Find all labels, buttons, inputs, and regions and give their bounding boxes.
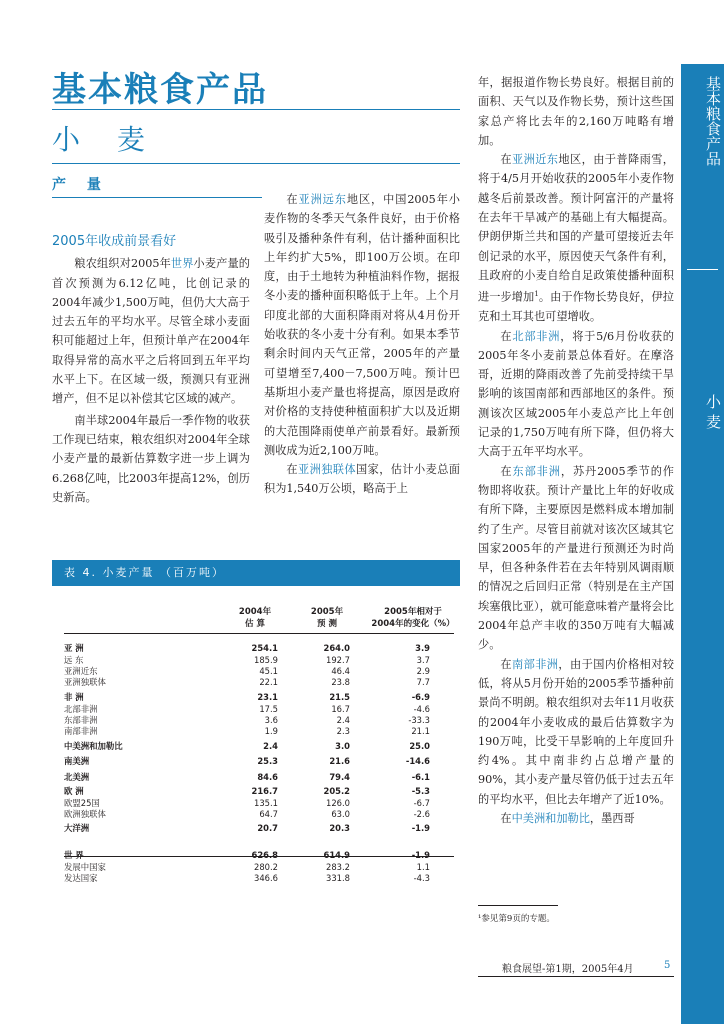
row-label: 欧洲独联体	[64, 809, 106, 819]
subtitle-divider	[52, 163, 460, 164]
paragraph: 粮农组织对2005年世界小麦产量的首次预测为6.12亿吨，比创记录的2004年减少1,500万吨，但仍大大高于过去五年的平均水平。尽管全球小麦面积可能超过上年，但预计单产在2004年取得异常的高水平之后将回到五年平均水平上下。在区域一级，预测只有亚洲增产，但不足以补偿其它区域的减产。	[52, 257, 250, 406]
cell-value: 7.7	[416, 677, 430, 687]
cell-value: 46.4	[331, 666, 350, 676]
row-label: 大洋洲	[64, 823, 90, 833]
cell-value: 3.9	[415, 643, 430, 653]
cell-value: 205.2	[323, 786, 350, 796]
row-label: 非 洲	[64, 692, 84, 702]
column-header-2004: 2004年 估 算	[238, 607, 272, 629]
table-row	[64, 823, 454, 834]
table-row	[64, 666, 454, 677]
cell-value: 283.2	[326, 862, 350, 872]
region-link-far-east: 亚洲远东	[298, 193, 347, 206]
cell-value: 192.7	[326, 655, 350, 665]
column-1	[52, 232, 250, 507]
cell-value: 280.2	[254, 862, 278, 872]
cell-value: 23.1	[257, 692, 278, 702]
page-number: 5	[664, 960, 671, 971]
cell-value: -4.3	[413, 873, 430, 883]
table-row	[64, 726, 454, 737]
table-row	[64, 873, 454, 884]
cell-value: 126.0	[326, 798, 350, 808]
cell-value: 20.7	[257, 823, 278, 833]
page-footer: 粮食展望-第1期，2005年4月	[502, 964, 634, 975]
row-label: 远 东	[64, 655, 84, 665]
region-link-north-africa: 北部非洲	[512, 329, 561, 343]
cell-value: 25.3	[257, 756, 278, 766]
cell-value: 20.3	[329, 823, 350, 833]
cell-value: 3.6	[264, 715, 278, 725]
table-row	[64, 692, 454, 703]
table-caption: 表 4. 小麦产量 （百万吨）	[52, 560, 460, 586]
table-row	[64, 655, 454, 666]
sidebar-divider	[687, 269, 718, 270]
cell-value: 45.1	[259, 666, 278, 676]
cell-value: 23.8	[331, 677, 350, 687]
title-divider	[52, 109, 460, 110]
paragraph: 南半球2004年最后一季作物的收获工作现已结束，粮农组织对2004年全球小麦产量的最新估算数字进一步上调为6.268亿吨，比2003年提高12%，创历史新高。	[52, 413, 250, 504]
row-label: 亚 洲	[64, 643, 84, 653]
row-label: 发展中国家	[64, 862, 106, 872]
cell-value: 2.9	[416, 666, 430, 676]
table-row	[64, 741, 454, 752]
row-label: 中美洲和加勒比	[64, 741, 123, 751]
paragraph: 在北部非洲，将于5/6月份收获的2005年冬小麦前景总体看好。在摩洛哥，近期的降雨改善了先前受持续干旱影响的该国南部和西部地区的条件。预测该次区域2005年小麦总产比上年创记录的1,750万吨有所下降，但仍将大大高于五年平均水平。	[478, 329, 674, 459]
column-header-change: 2005年相对于 2004年的变化（%）	[371, 607, 455, 629]
cell-value: -2.6	[413, 809, 430, 819]
row-label: 亚洲近东	[64, 666, 98, 676]
region-link-central-america: 中美洲和加勒比	[511, 812, 590, 826]
page-title: 基本粮食产品	[52, 70, 268, 110]
cell-value: 63.0	[331, 809, 350, 819]
column-header-2005: 2005年 预 测	[310, 607, 344, 629]
cell-value: 25.0	[409, 741, 430, 751]
sidebar-tab	[681, 64, 724, 1024]
table-row	[64, 643, 454, 654]
cell-value: 3.0	[335, 741, 350, 751]
cell-value: 21.5	[329, 692, 350, 702]
cell-value: 1.1	[416, 862, 430, 872]
paragraph: 在南部非洲，由于国内价格相对较低，将从5月份开始的2005季节播种前景尚不明朗。粮农组织对去年11月收获的2004年小麦收成的最后估算数字为190万吨，比受干旱影响的上年度回升约4%。其中南非约占总增产量的90%，其小麦产量尽管仍低于过去五年的平均水平，但比去年增产了近10%。	[478, 657, 674, 806]
sidebar-label-top: 基本粮食产品	[704, 76, 722, 166]
table-row	[64, 715, 454, 726]
cell-value: 264.0	[323, 643, 350, 653]
table-row	[64, 862, 454, 873]
row-label: 东部非洲	[64, 715, 98, 725]
cell-value: -33.3	[408, 715, 430, 725]
paragraph: 在东部非洲，苏丹2005季节的作物即将收获。预计产量比上年的好收成有所下降，主要原因是燃料成本增加制约了生产。尽管目前就对该次区域其它国家2005年的产量进行预测还为时尚早，但各种条件若在去年特别风调雨顺的情况之后回归正常（特别是在主产国埃塞俄比亚），就可能意味着产量将会比2004年总产丰收的350万吨有大幅减少。	[478, 464, 674, 652]
cell-value: 21.6	[329, 756, 350, 766]
cell-value: 1.9	[264, 726, 278, 736]
table-row	[64, 772, 454, 783]
sidebar-label-bottom: 小 麦	[704, 394, 722, 429]
cell-value: 16.7	[331, 704, 350, 714]
cell-value: 2.4	[263, 741, 278, 751]
table-rule	[64, 856, 454, 857]
cell-value: 135.1	[254, 798, 278, 808]
cell-value: 3.7	[416, 655, 430, 665]
cell-value: 84.6	[257, 772, 278, 782]
cell-value: -1.9	[411, 850, 430, 860]
cell-value: 22.1	[259, 677, 278, 687]
cell-value: -4.6	[413, 704, 430, 714]
row-label: 亚洲独联体	[64, 677, 106, 687]
cell-value: -6.7	[413, 798, 430, 808]
row-label: 欧 洲	[64, 786, 84, 796]
paragraph: 在亚洲远东地区，中国2005年小麦作物的冬季天气条件良好，由于价格吸引及播种条件有利，估计播种面积比上年约扩大5%，即100万公顷。在印度，由于土地转为种植油料作物，据报冬小麦的播种面积略低于上年。上个月印度北部的大面积降雨对将从4月份开始收获的冬小麦十分有利。如果本季节剩余时间内天气正常，2005年的产量可望增至7,400－7,500万吨。预计巴基斯坦小麦产量也将提高，原因是政府对价格的支持使种植面积扩大以及近期的大范围降雨使单产前景看好。最新预测收成为近2,100万吨。	[264, 193, 460, 457]
cell-value: 614.9	[323, 850, 350, 860]
cell-value: -6.1	[411, 772, 430, 782]
region-link-asia-cis: 亚洲独联体	[298, 463, 356, 477]
table-row	[64, 756, 454, 767]
cell-value: 79.4	[329, 772, 350, 782]
section-heading: 2005年收成前景看好	[52, 234, 177, 249]
region-link-world: 世界	[170, 257, 194, 271]
table-row	[64, 704, 454, 715]
footnote-divider	[478, 905, 558, 906]
paragraph: 在亚洲独联体国家，估计小麦总面积为1,540万公顷，略高于上	[264, 463, 460, 496]
paragraph: 在亚洲近东地区，由于普降雨雪，将于4/5月开始收获的2005年小麦作物越冬后前景改善。预计阿富汗的产量将在去年干旱减产的基础上有大幅提高。伊朗伊斯兰共和国的产量可望接近去年创记录的水平，原因使天气条件有利，且政府的小麦自给自足政策使播种面积进一步增加$^1$。由于作物长势良好，伊拉克和土耳其也可望增收。	[478, 153, 674, 324]
paragraph: 在中美洲和加勒比，墨西哥	[500, 812, 635, 826]
row-label: 南部非洲	[64, 726, 98, 736]
cell-value: 331.8	[326, 873, 350, 883]
row-label: 北美洲	[64, 772, 90, 782]
paragraph: 年，据报道作物长势良好。根据目前的面积、天气以及作物长势，预计这些国家总产将比去年的2,160万吨略有增加。	[478, 76, 674, 147]
footnote: ¹参见第9页的专题。	[478, 914, 555, 924]
table-row	[64, 798, 454, 809]
region-link-near-east: 亚洲近东	[512, 153, 559, 167]
cell-value: 64.7	[259, 809, 278, 819]
cell-value: -6.9	[411, 692, 430, 702]
table-row	[64, 677, 454, 688]
region-link-south-africa: 南部非洲	[512, 657, 559, 671]
cell-value: 346.6	[254, 873, 278, 883]
table-row	[64, 809, 454, 820]
cell-value: 17.5	[259, 704, 278, 714]
page-subtitle: 小 麦	[52, 123, 159, 156]
column-3	[478, 73, 674, 828]
table-row	[64, 786, 454, 797]
row-label: 南美洲	[64, 756, 90, 766]
cell-value: 21.1	[411, 726, 430, 736]
column-2	[264, 190, 460, 499]
cell-value: 216.7	[251, 786, 278, 796]
row-label: 欧盟25国	[64, 798, 100, 808]
cell-value: 254.1	[251, 643, 278, 653]
cell-value: 2.3	[336, 726, 350, 736]
cell-value: 185.9	[254, 655, 278, 665]
cell-value: -14.6	[405, 756, 430, 766]
cell-value: -5.3	[411, 786, 430, 796]
row-label: 发达国家	[64, 873, 98, 883]
cell-value: 626.8	[251, 850, 278, 860]
cell-value: 2.4	[336, 715, 350, 725]
row-label: 世 界	[64, 850, 84, 860]
footer-divider	[478, 976, 674, 977]
region-link-east-africa: 东部非洲	[512, 464, 561, 478]
cell-value: -1.9	[411, 823, 430, 833]
row-label: 北部非洲	[64, 704, 98, 714]
table-rule	[64, 633, 454, 634]
section-title: 产 量	[52, 177, 109, 193]
section-divider	[52, 197, 262, 198]
